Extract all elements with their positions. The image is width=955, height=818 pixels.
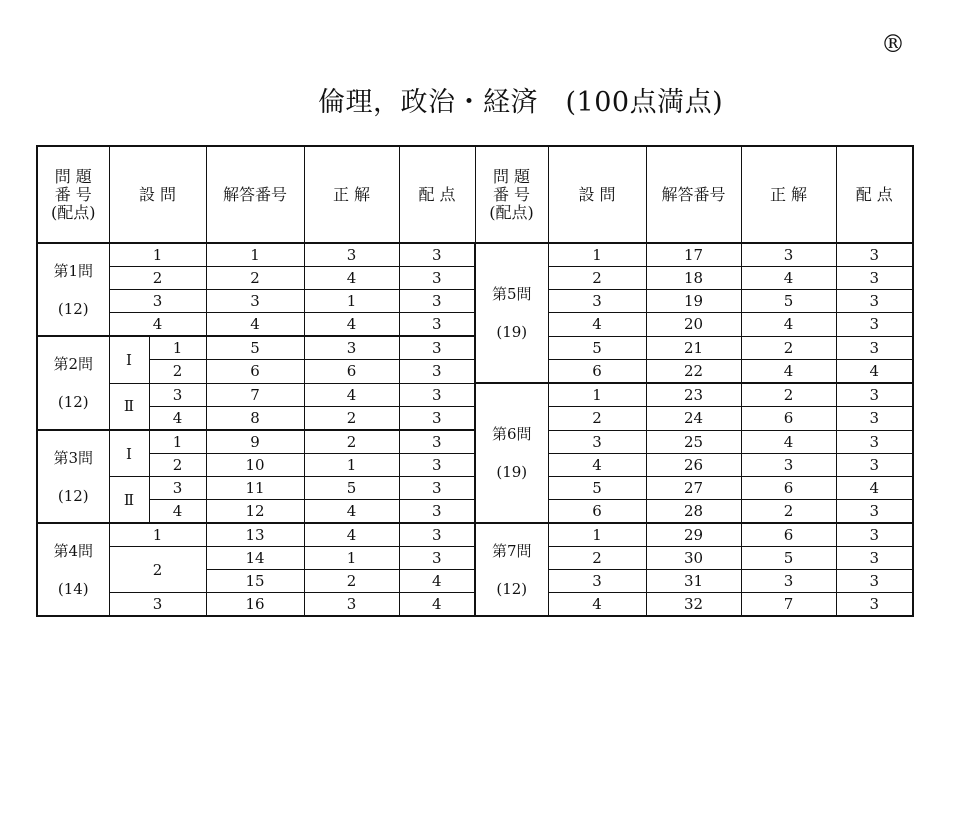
points-cell: 3 (836, 383, 913, 407)
question-score: (12) (57, 486, 89, 505)
answer-number-cell: 4 (206, 313, 304, 337)
correct-cell: 4 (304, 313, 399, 337)
sub-cell: 3 (548, 430, 646, 454)
sub-cell: 2 (109, 267, 206, 290)
correct-cell: 6 (741, 477, 836, 500)
header-correct-right: 正 解 (741, 146, 836, 243)
sub-cell: 2 (548, 407, 646, 431)
correct-cell: 2 (304, 430, 399, 454)
sub-cell: 4 (548, 313, 646, 337)
question-name: 第5問 (491, 285, 532, 303)
points-cell: 4 (399, 593, 475, 617)
points-cell: 3 (399, 477, 475, 500)
sub-cell: 1 (548, 523, 646, 547)
answer-number-cell: 19 (646, 290, 741, 313)
points-cell: 3 (399, 243, 475, 267)
answer-number-cell: 8 (206, 407, 304, 431)
points-cell: 3 (399, 430, 475, 454)
correct-cell: 5 (304, 477, 399, 500)
sub-cell: 5 (548, 336, 646, 360)
points-cell: 3 (399, 383, 475, 407)
answer-number-cell: 21 (646, 336, 741, 360)
correct-cell: 4 (741, 313, 836, 337)
correct-cell: 2 (304, 570, 399, 593)
sub-cell: 3 (149, 383, 206, 407)
sub-cell: 4 (149, 407, 206, 431)
answer-number-cell: 24 (646, 407, 741, 431)
sub-cell: 1 (149, 336, 206, 360)
sub-cell: 5 (548, 477, 646, 500)
sub-cell: 3 (548, 290, 646, 313)
answer-number-cell: 15 (206, 570, 304, 593)
points-cell: 3 (399, 360, 475, 384)
points-cell: 3 (836, 523, 913, 547)
points-cell: 3 (836, 313, 913, 337)
roman-cell: Ⅱ (109, 477, 149, 524)
answer-number-cell: 1 (206, 243, 304, 267)
correct-cell: 2 (741, 500, 836, 524)
correct-cell: 3 (741, 454, 836, 477)
table-row (37, 383, 913, 407)
header-points-right: 配 点 (836, 146, 913, 243)
points-cell: 3 (399, 313, 475, 337)
answer-number-cell: 13 (206, 523, 304, 547)
table-row (37, 243, 913, 267)
header-points-left: 配 点 (399, 146, 475, 243)
sub-cell: 2 (548, 267, 646, 290)
answer-number-cell: 28 (646, 500, 741, 524)
answer-number-cell: 5 (206, 336, 304, 360)
answer-number-cell: 30 (646, 547, 741, 570)
correct-cell: 4 (304, 383, 399, 407)
correct-cell: 2 (304, 407, 399, 431)
answer-number-cell: 14 (206, 547, 304, 570)
points-cell: 3 (399, 500, 475, 524)
header-question-left: 問 題 番 号 (配点) (37, 146, 109, 243)
header-setsumon-right: 設 問 (548, 146, 646, 243)
sub-cell: 6 (548, 360, 646, 384)
header-answer-no-right: 解答番号 (646, 146, 741, 243)
answer-number-cell: 23 (646, 383, 741, 407)
points-cell: 3 (399, 523, 475, 547)
question-cell-q3 (37, 430, 109, 523)
correct-cell: 4 (304, 500, 399, 524)
answer-number-cell: 16 (206, 593, 304, 617)
points-cell: 4 (836, 360, 913, 384)
answer-number-cell: 9 (206, 430, 304, 454)
answer-number-cell: 31 (646, 570, 741, 593)
answer-number-cell: 32 (646, 593, 741, 617)
sub-cell: 1 (548, 243, 646, 267)
question-cell-q1 (37, 243, 109, 336)
sub-cell: 2 (548, 547, 646, 570)
answer-number-cell: 22 (646, 360, 741, 384)
points-cell: 3 (399, 407, 475, 431)
sub-cell: 1 (149, 430, 206, 454)
sub-cell: 4 (109, 313, 206, 337)
points-cell: 4 (836, 477, 913, 500)
correct-cell: 4 (304, 523, 399, 547)
sub-cell: 2 (149, 360, 206, 384)
question-name: 第3問 (53, 448, 94, 467)
correct-cell: 5 (741, 290, 836, 313)
answer-number-cell: 20 (646, 313, 741, 337)
points-cell: 3 (836, 500, 913, 524)
correct-cell: 6 (741, 523, 836, 547)
sub-cell: 2 (109, 547, 206, 593)
header-correct-left: 正 解 (304, 146, 399, 243)
answer-number-cell: 2 (206, 267, 304, 290)
table-row (37, 523, 913, 547)
correct-cell: 4 (741, 360, 836, 384)
correct-cell: 4 (741, 430, 836, 454)
answer-number-cell: 18 (646, 267, 741, 290)
points-cell: 3 (836, 267, 913, 290)
answer-number-cell: 6 (206, 360, 304, 384)
question-cell-q5 (475, 243, 548, 383)
points-cell: 3 (836, 290, 913, 313)
points-cell: 3 (836, 243, 913, 267)
correct-cell: 4 (741, 267, 836, 290)
question-score: (19) (496, 463, 528, 481)
points-cell: 3 (399, 547, 475, 570)
points-cell: 4 (399, 570, 475, 593)
correct-cell: 7 (741, 593, 836, 617)
points-cell: 3 (399, 336, 475, 360)
registered-mark: ® (881, 30, 905, 58)
question-cell-q7 (475, 523, 548, 616)
answer-number-cell: 12 (206, 500, 304, 524)
question-name: 第6問 (491, 425, 532, 443)
question-score: (12) (496, 579, 528, 598)
points-cell: 3 (399, 454, 475, 477)
header-setsumon-left: 設 問 (109, 146, 206, 243)
sub-cell: 3 (149, 477, 206, 500)
roman-cell: I (109, 336, 149, 383)
header-answer-no-left: 解答番号 (206, 146, 304, 243)
roman-cell: Ⅱ (109, 383, 149, 430)
answer-number-cell: 7 (206, 383, 304, 407)
points-cell: 3 (836, 454, 913, 477)
question-score: (19) (496, 323, 528, 341)
correct-cell: 2 (741, 383, 836, 407)
correct-cell: 5 (741, 547, 836, 570)
correct-cell: 1 (304, 290, 399, 313)
sub-cell: 6 (548, 500, 646, 524)
points-cell: 3 (836, 430, 913, 454)
answer-number-cell: 17 (646, 243, 741, 267)
correct-cell: 6 (304, 360, 399, 384)
header-row (37, 146, 913, 243)
roman-cell: I (109, 430, 149, 477)
correct-cell: 4 (304, 267, 399, 290)
correct-cell: 3 (304, 243, 399, 267)
points-cell: 3 (836, 336, 913, 360)
question-name: 第2問 (53, 355, 94, 373)
points-cell: 3 (399, 290, 475, 313)
sub-cell: 2 (149, 454, 206, 477)
page-title: 倫理，政治・経済 (100点満点) (318, 87, 724, 118)
answer-number-cell: 29 (646, 523, 741, 547)
correct-cell: 1 (304, 547, 399, 570)
points-cell: 3 (836, 547, 913, 570)
sub-cell: 4 (149, 500, 206, 524)
question-name: 第4問 (53, 541, 94, 560)
question-score: (12) (57, 299, 89, 318)
sub-cell: 4 (548, 593, 646, 617)
question-name: 第7問 (491, 541, 532, 560)
sub-cell: 1 (109, 243, 206, 267)
correct-cell: 3 (304, 593, 399, 617)
sub-cell: 4 (548, 454, 646, 477)
sub-cell: 3 (548, 570, 646, 593)
points-cell: 3 (836, 570, 913, 593)
answer-number-cell: 27 (646, 477, 741, 500)
correct-cell: 3 (741, 243, 836, 267)
question-name: 第1問 (53, 261, 94, 280)
answer-number-cell: 10 (206, 454, 304, 477)
sub-cell: 3 (109, 593, 206, 617)
header-question-right: 問 題 番 号 (配点) (475, 146, 548, 243)
correct-cell: 2 (741, 336, 836, 360)
sub-cell: 1 (548, 383, 646, 407)
answer-number-cell: 3 (206, 290, 304, 313)
points-cell: 3 (836, 407, 913, 431)
answer-number-cell: 26 (646, 454, 741, 477)
correct-cell: 6 (741, 407, 836, 431)
answer-number-cell: 11 (206, 477, 304, 500)
question-cell-q4 (37, 523, 109, 616)
question-cell-q6 (475, 383, 548, 523)
points-cell: 3 (836, 593, 913, 617)
correct-cell: 1 (304, 454, 399, 477)
correct-cell: 3 (741, 570, 836, 593)
correct-cell: 3 (304, 336, 399, 360)
answer-table (36, 145, 914, 617)
answer-number-cell: 25 (646, 430, 741, 454)
sub-cell: 1 (109, 523, 206, 547)
question-score: (14) (57, 579, 89, 598)
sub-cell: 3 (109, 290, 206, 313)
question-score: (12) (57, 393, 89, 411)
points-cell: 3 (399, 267, 475, 290)
question-cell-q2 (37, 336, 109, 430)
